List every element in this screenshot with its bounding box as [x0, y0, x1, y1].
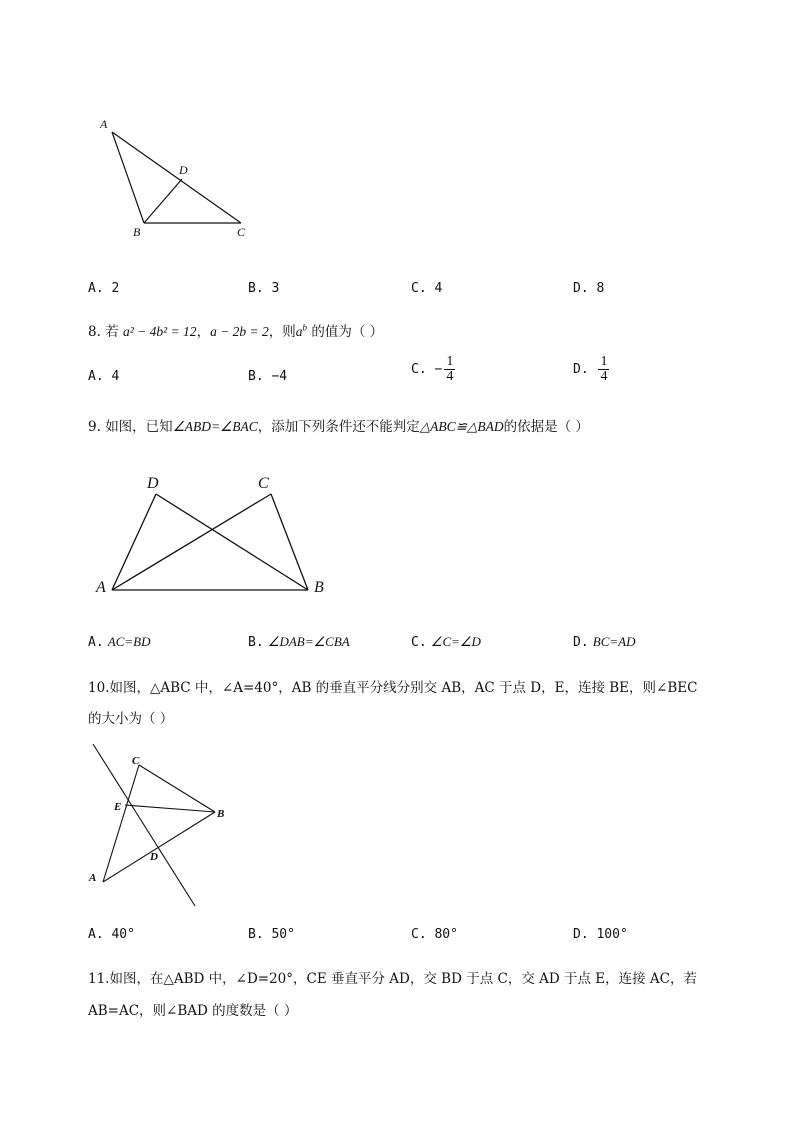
- q8-post: 的值为（ ）: [311, 324, 384, 340]
- segment-ad: [112, 494, 156, 590]
- q8-exp: b: [302, 322, 308, 333]
- segment-ab: [103, 812, 215, 882]
- q7-option-a: A. 2: [88, 281, 120, 296]
- segment-ab: [112, 132, 144, 223]
- label-c: C: [132, 755, 140, 767]
- q7-option-c: C. 4: [411, 281, 443, 296]
- q8-stem: [88, 320, 383, 340]
- q8-option-a: A. 4: [88, 369, 120, 384]
- label-d: D: [150, 851, 158, 863]
- label-d: D: [147, 475, 159, 492]
- q10-stem-line1: [88, 676, 697, 696]
- q9-stem: [88, 415, 589, 435]
- q8-expr1: a² − 4b² = 12: [122, 324, 197, 339]
- label-a: A: [96, 579, 106, 596]
- q9-figure: [90, 468, 340, 603]
- label-c: C: [258, 475, 269, 492]
- q8-option-d: D. $\frac{1}{4}$: [573, 354, 608, 384]
- q10-stem-line2: 的大小为（ ）: [88, 711, 174, 727]
- q11-text: 如图，在△ABD 中，∠D=20°，CE 垂直平分 AD，交 BD 于点 C，交 AD 于点 E，连接 AC，若: [109, 971, 697, 987]
- q7-figure: [95, 112, 265, 244]
- q9-option-d: D. BC=AD: [573, 634, 636, 650]
- q10-text: 如图，△ABC 中，∠A=40°，AB 的垂直平分线分别交 AB，AC 于点 D，E，连接 BE，则∠BEC: [109, 680, 698, 696]
- q10-number: 10.: [88, 680, 110, 696]
- label-b: B: [133, 225, 141, 239]
- q9-condition: ∠ABD=∠BAC: [172, 419, 258, 434]
- segment-eb: [125, 805, 215, 812]
- q11-number: 11.: [88, 971, 110, 987]
- fraction-one-quarter: $\frac{1}{4}$: [600, 354, 608, 384]
- q8-sep: ，: [196, 324, 211, 340]
- q10-option-a: A. 40°: [88, 927, 135, 942]
- q8-post-pre: ，则: [268, 324, 296, 340]
- segment-ac: [112, 132, 241, 223]
- segment-ac: [103, 765, 139, 882]
- q11-stem-line1: [88, 967, 697, 987]
- label-a: A: [89, 872, 97, 884]
- q9-number: 9.: [88, 419, 101, 435]
- q8-expr2: a − 2b = 2: [210, 324, 269, 339]
- q9-congruence: △ABC≌△BAD: [419, 419, 504, 434]
- q8-option-b: B. −4: [248, 369, 288, 384]
- segment-cb: [139, 765, 215, 812]
- q10-figure: [85, 740, 245, 910]
- segment-cb: [271, 494, 308, 590]
- q8-pre: 若: [105, 324, 119, 340]
- label-c: C: [237, 225, 246, 239]
- q9-option-c: C. ∠C=∠D: [411, 634, 481, 650]
- q7-option-b: B. 3: [248, 281, 280, 296]
- segment-db: [156, 494, 308, 590]
- q9-text-a: 如图，已知: [105, 419, 173, 435]
- q7-option-d: D. 8: [573, 281, 605, 296]
- q9-text-c: 的依据是（ ）: [503, 419, 589, 435]
- label-b: B: [314, 579, 324, 596]
- label-e: E: [114, 801, 122, 813]
- label-b: B: [217, 808, 225, 820]
- q11-stem-line2: AB=AC，则∠BAD 的度数是（ ）: [88, 1003, 298, 1019]
- segment-bd: [144, 179, 182, 223]
- q8-number: 8.: [88, 324, 101, 340]
- q9-text-b: ，添加下列条件还不能判定: [257, 419, 420, 435]
- q10-option-c: C. 80°: [411, 927, 458, 942]
- q9-option-a: A. AC=BD: [88, 634, 151, 650]
- label-d: D: [179, 163, 188, 177]
- q8-var: a: [295, 324, 303, 339]
- q10-option-b: B. 50°: [248, 927, 295, 942]
- q10-option-d: D. 100°: [573, 927, 628, 942]
- q9-option-b: B. ∠DAB=∠CBA: [248, 634, 350, 650]
- fraction-one-quarter: $\frac{1}{4}$: [446, 354, 454, 384]
- segment-ac: [112, 494, 271, 590]
- label-a: A: [100, 117, 108, 131]
- q8-option-c: C. − $\frac{1}{4}$: [411, 354, 454, 384]
